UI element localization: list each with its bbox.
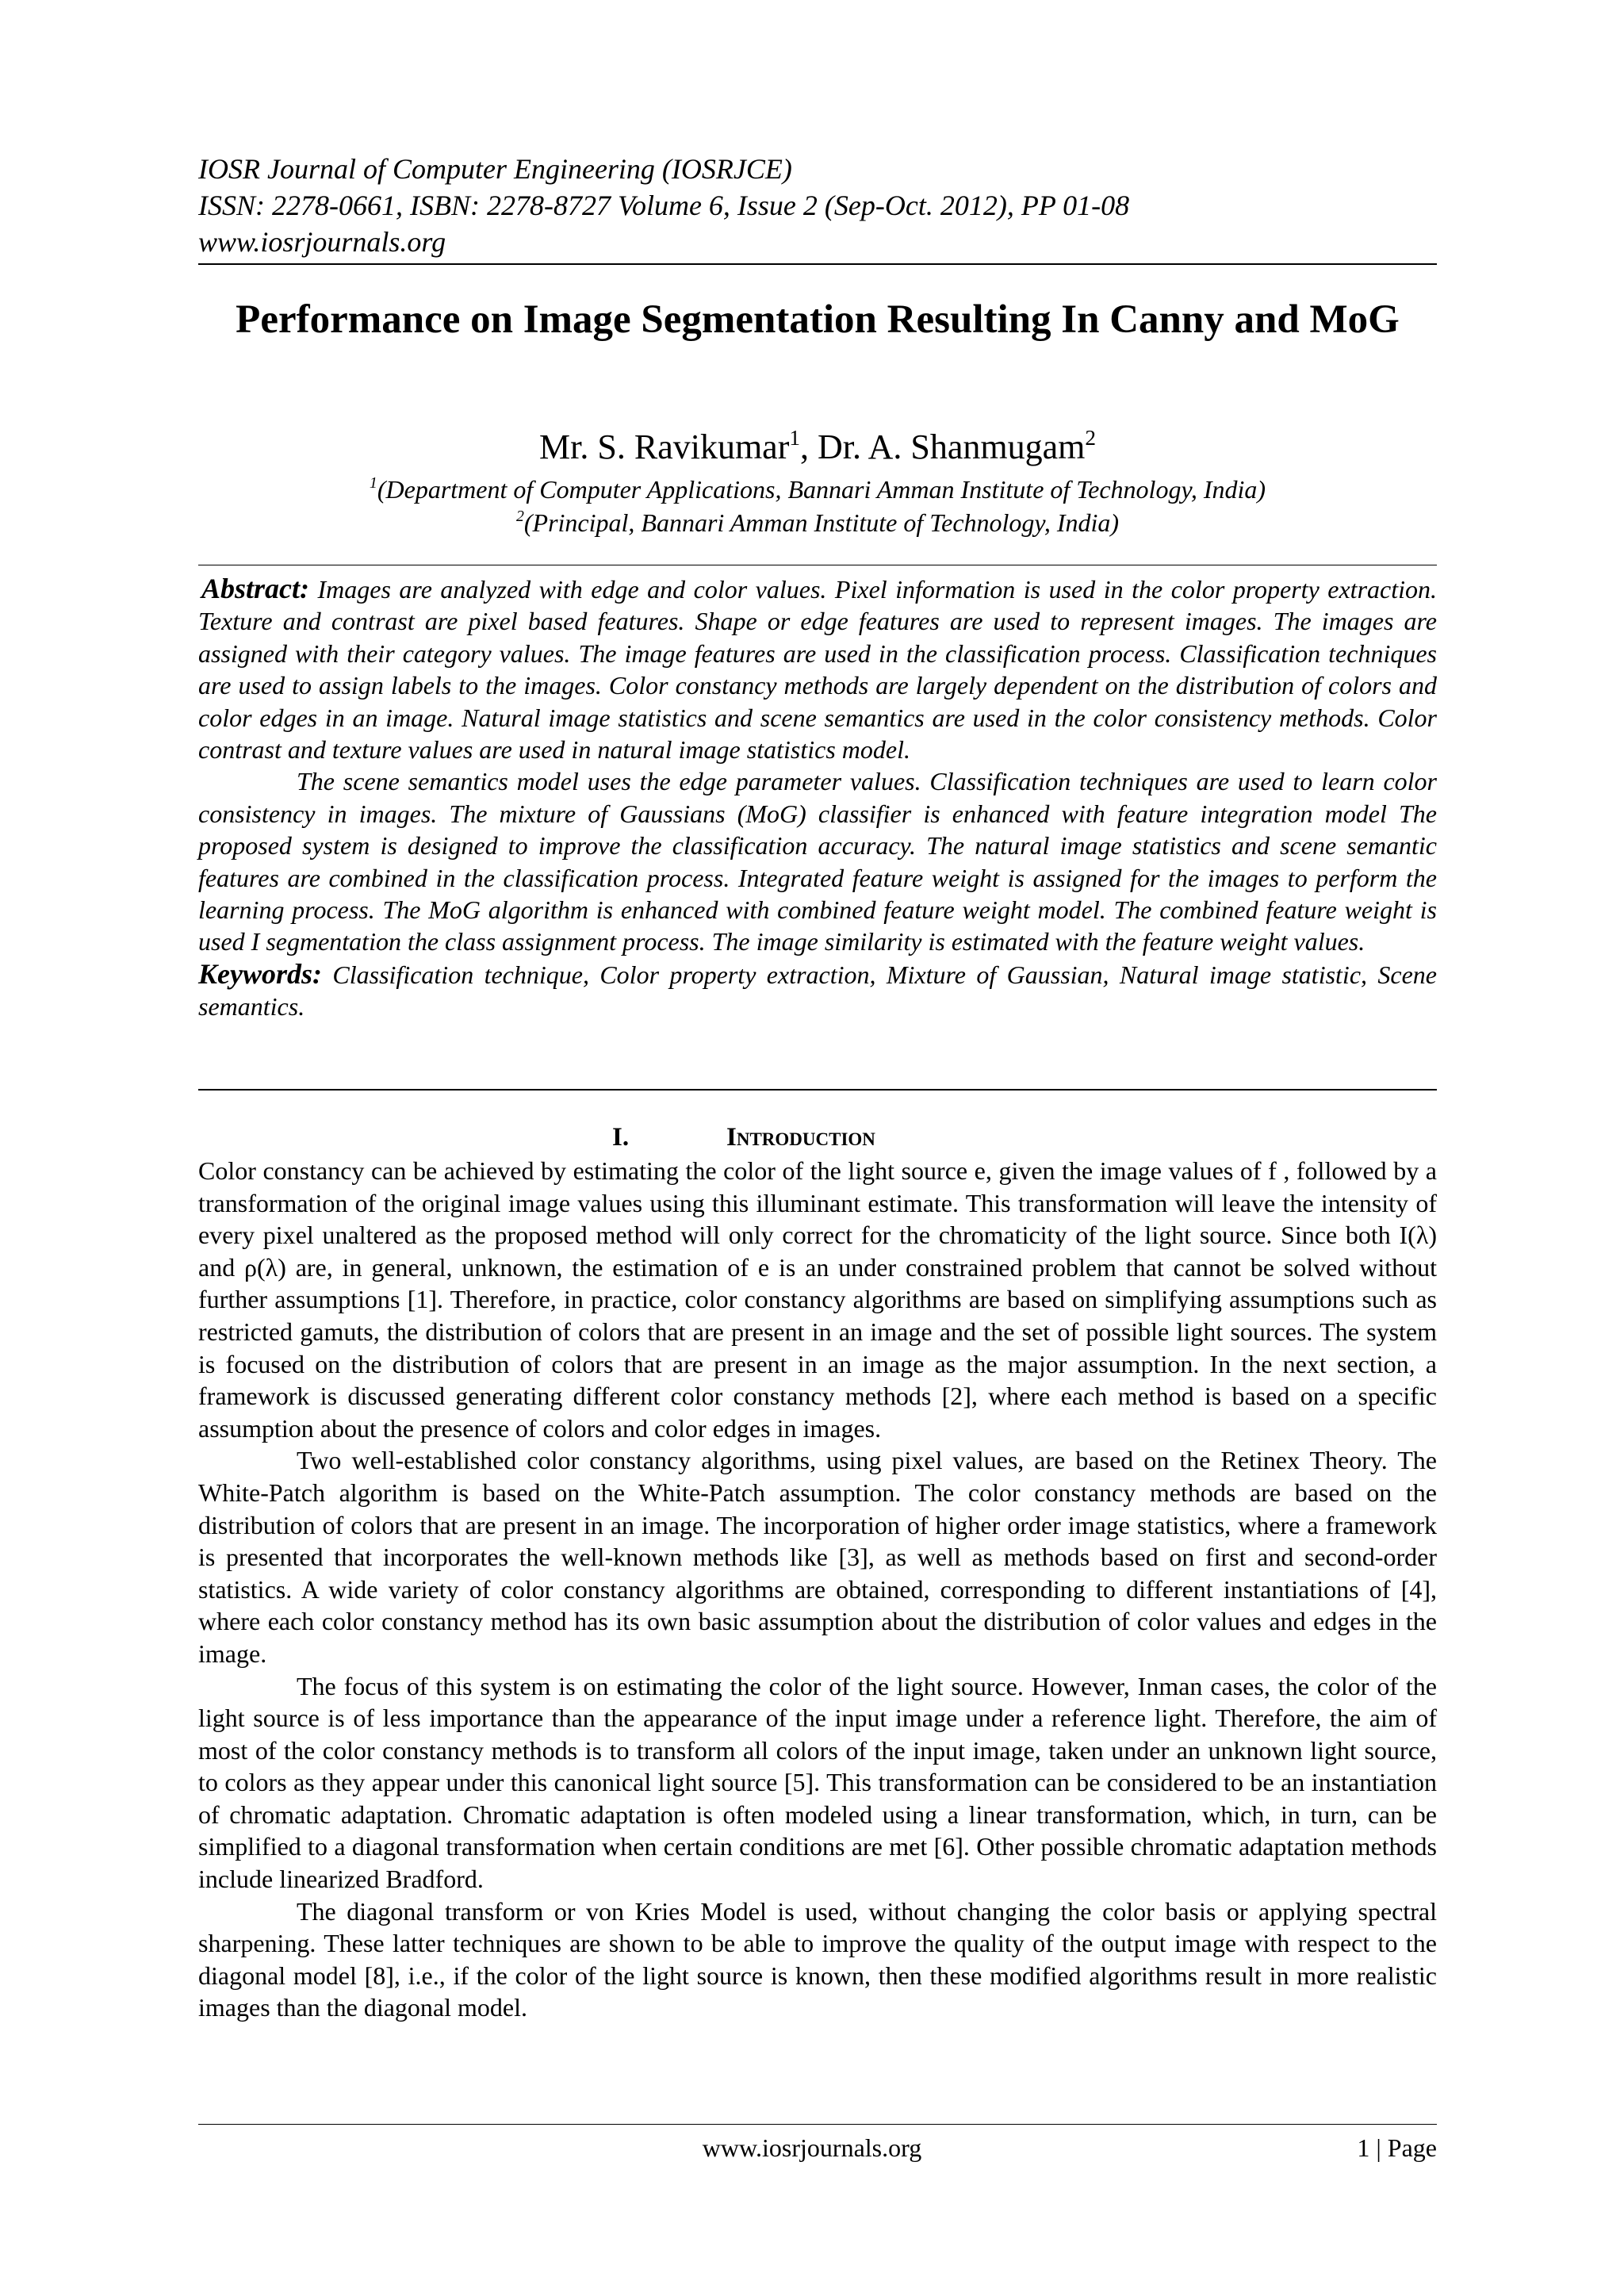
body-paragraph: Color constancy can be achieved by estimating the color of the light source e, given the image values of f , followed by a transformation of the original image values using this illuminant estimate. This transformation will leave the intensity of every pixel unaltered as the proposed method will only correct for the chromaticity of the light source. Since both I(λ) and ρ(λ) are, in general, unknown, the estimation of e is an under constrained problem that cannot be solved without further assumptions [1]. Therefore, in practice, color constancy algorithms are based on simplifying assumptions such as restricted gamuts, the distribution of colors that are present in an image and the set of possible light sources. The system is focused on the distribution of colors that are present in an image as the major assumption. In the next section, a framework is discussed generating different color constancy methods [2], where each method is based on a specific assumption about the presence of colors and color edges in images. (198, 1156, 1437, 1443)
section-number: I. (612, 1123, 630, 1152)
issn-line: ISSN: 2278-0661, ISBN: 2278-8727 Volume 6, Issue 2 (Sep-Oct. 2012), PP 01-08 (198, 190, 1130, 221)
author-separator: , (800, 427, 818, 466)
body-paragraph: The focus of this system is on estimating the color of the light source. However, Inman cases, the color of the light source is of less importance than the appearance of the input image under a reference light. Therefore, the aim of most of the color constancy methods is to transform all colors of the input image, taken under an unknown light source, to colors as they appear under this canonical light source [5]. This transformation can be considered to be an instantiation of chromatic adaptation. Chromatic adaptation is often modeled using a linear transformation, which, in turn, can be simplified to a diagonal transformation when certain conditions are met [6]. Other possible chromatic adaptation methods include linearized Bradford. (198, 1671, 1437, 1894)
footer-rule (198, 2124, 1437, 2125)
abstract-text: Images are analyzed with edge and color values. Pixel information is used in the color property extraction. Texture and contrast are pixel based features. Shape or edge features are used to represent images. The images are assigned with their category values. The image features are used in the classification process. Classification techniques are used to assign labels to the images. Color constancy methods are largely dependent on the distribution of colors and color edges in an image. Natural image statistics and scene semantics are used in the color consistency methods. Color contrast and texture values are used in natural image statistics model. (198, 575, 1438, 765)
affiliation-1 (198, 473, 1437, 506)
keywords-label: Keywords: (198, 957, 322, 990)
section-title: Introduction (726, 1123, 875, 1152)
journal-header (198, 151, 1435, 260)
abstract-paragraph (198, 573, 1437, 765)
abstract-paragraph: The scene semantics model uses the edge parameter values. Classification techniques are used to learn color consistency in images. The mixture of Gaussians (MoG) classifier is enhanced with feature integration model The proposed system is designed to improve the classification accuracy. The natural image statistics and scene semantic features are combined in the classification process. Integrated feature weight is assigned for the images to perform the learning process. The MoG algorithm is enhanced with combined feature weight model. The combined feature weight is used I segmentation the class assignment process. The image similarity is estimated with the feature weight values. (198, 767, 1437, 956)
page-number: 1 | Page (1357, 2133, 1437, 2162)
affiliation-text: (Principal, Bannari Amman Institute of Technology, India) (523, 508, 1120, 537)
abstract (198, 573, 1437, 1023)
affiliation-mark: 1 (369, 474, 377, 493)
author-affiliation-mark: 1 (789, 425, 800, 450)
journal-website: www.iosrjournals.org (198, 226, 446, 258)
affiliation-text: (Department of Computer Applications, Bannari Amman Institute of Technology, India) (377, 475, 1266, 504)
journal-name: IOSR Journal of Computer Engineering (IOSRJCE) (198, 153, 792, 185)
introduction-body (198, 1155, 1437, 2024)
author-affiliation-mark: 2 (1085, 425, 1096, 450)
keywords (198, 958, 1437, 1023)
body-paragraph: Two well-established color constancy algorithms, using pixel values, are based on the Retinex Theory. The White-Patch algorithm is based on the White-Patch assumption. The color constancy methods are based on the distribution of colors that are present in an image. The incorporation of higher order image statistics, where a framework is presented that incorporates the well-known methods like [3], as well as methods based on first and second-order statistics. A wide variety of color constancy algorithms are obtained, corresponding to different instantiations of [4], where each color constancy method has its own basic assumption about the distribution of color values and edges in the image. (198, 1446, 1437, 1668)
footer-website: www.iosrjournals.org (702, 2133, 922, 2162)
abstract-label: Abstract: (201, 573, 310, 604)
author-name: Mr. S. Ravikumar (539, 427, 790, 466)
abstract-bottom-rule (198, 1089, 1437, 1091)
affiliation-2 (198, 506, 1437, 539)
body-paragraph: The diagonal transform or von Kries Model is used, without changing the color basis or applying spectral sharpening. These latter techniques are shown to be able to improve the quality of the output image with respect to the diagonal model [8], i.e., if the color of the light source is known, then these modified algorithms result in more realistic images than the diagonal model. (198, 1896, 1437, 2022)
authors-line (198, 425, 1437, 470)
header-rule (198, 263, 1437, 265)
author-name: Dr. A. Shanmugam (818, 427, 1086, 466)
affiliation-mark: 2 (515, 508, 524, 526)
paper-title: Performance on Image Segmentation Resulting In Canny and MoG (236, 297, 1400, 342)
keywords-text: Classification technique, Color property extraction, Mixture of Gaussian, Natural image statistic, Scene semantics. (198, 960, 1438, 1022)
